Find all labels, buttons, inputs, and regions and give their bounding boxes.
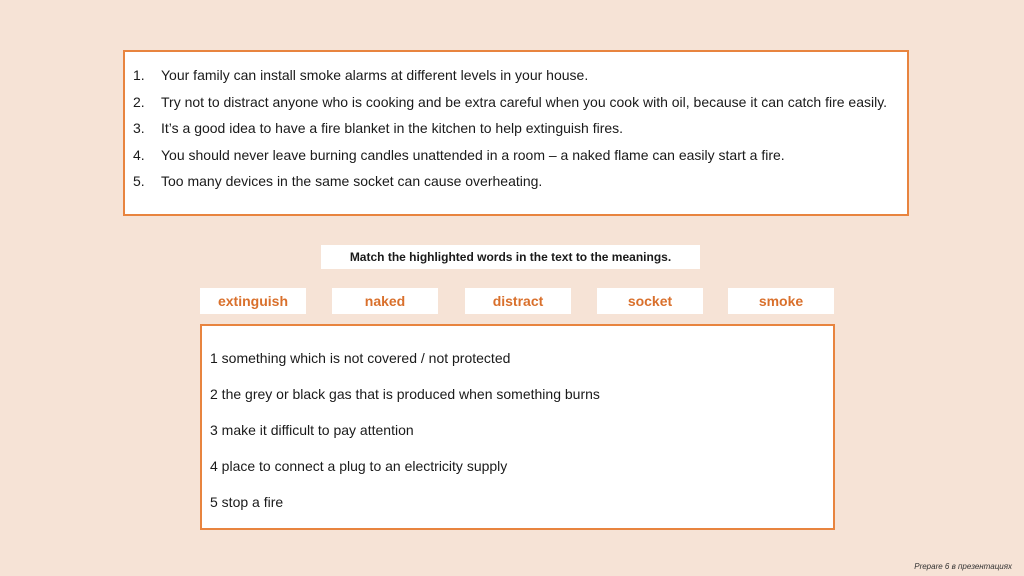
- sentence-item: [133, 89, 895, 116]
- sentence-item: [133, 142, 895, 169]
- word-smoke[interactable]: smoke: [728, 288, 834, 314]
- sentence-number: 5.: [133, 173, 145, 190]
- sentence-text: Your family can install smoke alarms at different levels in your house.: [161, 67, 589, 83]
- footer-watermark: Prepare 6 в презентациях: [914, 562, 1012, 571]
- sentence-text: Try not to distract anyone who is cooking and be extra careful when you cook with oil, because it can catch fire easily.: [161, 93, 888, 110]
- meaning-item: 5 stop a fire: [210, 494, 284, 510]
- word-socket[interactable]: socket: [597, 288, 703, 314]
- word-distract[interactable]: distract: [465, 288, 571, 314]
- sentences-box: [123, 50, 909, 216]
- sentences-list: [133, 62, 895, 195]
- sentence-text: You should never leave burning candles unattended in a room – a naked flame can easily start a fire.: [161, 146, 785, 163]
- sentence-text: It’s a good idea to have a fire blanket in the kitchen to help extinguish fires.: [161, 120, 624, 137]
- meaning-item: 4 place to connect a plug to an electricity supply: [210, 458, 508, 474]
- meaning-item: 1 something which is not covered / not protected: [210, 350, 511, 366]
- sentence-item: [133, 115, 895, 142]
- sentence-number: 4.: [133, 146, 145, 163]
- meaning-item: 3 make it difficult to pay attention: [210, 422, 414, 438]
- meanings-box: [200, 324, 835, 530]
- sentence-number: 3.: [133, 120, 145, 137]
- sentence-item: [133, 62, 895, 89]
- sentence-number: 2.: [133, 93, 145, 110]
- instruction-label: Match the highlighted words in the text to the meanings.: [321, 245, 700, 269]
- sentence-number: 1.: [133, 67, 145, 83]
- sentence-item: [133, 168, 895, 195]
- meaning-item: 2 the grey or black gas that is produced when something burns: [210, 386, 600, 402]
- word-extinguish[interactable]: extinguish: [200, 288, 306, 314]
- word-naked[interactable]: naked: [332, 288, 438, 314]
- sentence-text: Too many devices in the same socket can cause overheating.: [161, 173, 543, 190]
